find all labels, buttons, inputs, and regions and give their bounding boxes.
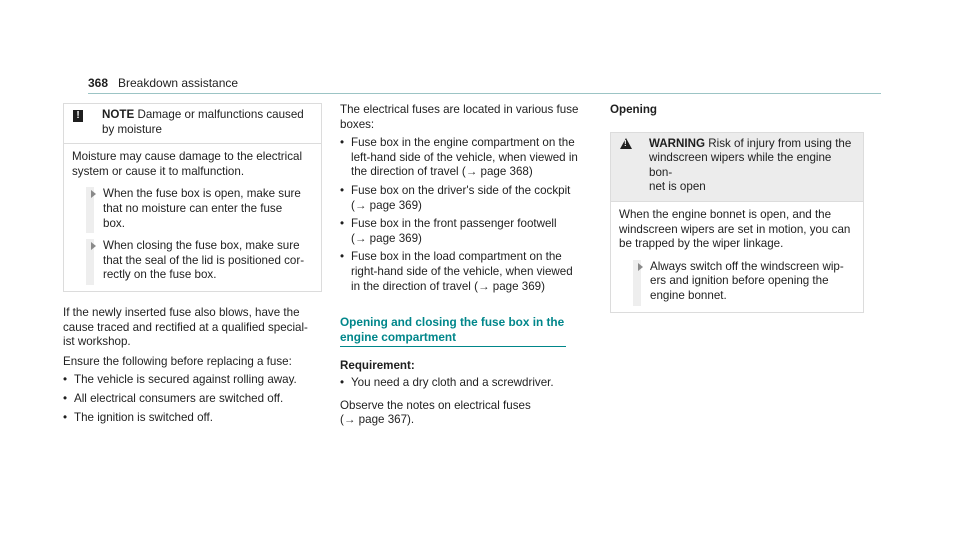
instruction-step (72, 187, 313, 231)
warning-label: WARNING (649, 136, 706, 150)
step-text-line: rectly on the fuse box. (103, 268, 217, 282)
paragraph (340, 103, 595, 132)
text-line: The electrical fuses are located in various fuse (340, 103, 579, 116)
warning-header (611, 133, 863, 202)
warning-title-line: Risk of injury from using the (708, 136, 852, 150)
note-title-line: by moisture (102, 122, 162, 136)
section-title: Breakdown assistance (118, 76, 239, 90)
list-item (340, 184, 595, 213)
note-box (63, 103, 322, 292)
heading-line: Opening and closing the fuse box in the (340, 315, 565, 330)
text-line: • Fuse box in the load compartment on the (351, 250, 562, 264)
bullet-list (63, 373, 322, 425)
warning-title-line: net is open (649, 180, 706, 194)
step-arrow-icon (638, 263, 643, 271)
text-line: left-hand side of the vehicle, when viewed in (351, 150, 578, 164)
warning-body (611, 202, 863, 312)
column-left (63, 103, 322, 425)
note-header (64, 104, 321, 144)
warning-triangle-icon: ! (620, 138, 632, 149)
page-header (88, 76, 881, 94)
page-number: 368 (88, 76, 109, 90)
step-arrow-icon (91, 242, 96, 250)
warning-box (610, 132, 864, 313)
list-item: • You need a dry cloth and a screwdriver. (340, 376, 595, 391)
page-reference[interactable]: (→ page 369) (351, 231, 422, 245)
paragraph: Ensure the following before replacing a fuse: (63, 354, 292, 368)
exclamation-icon: ! (73, 110, 83, 122)
page-reference[interactable]: the direction of travel (→ page 368) (351, 165, 533, 179)
text-line: right-hand side of the vehicle, when viewed (351, 264, 573, 278)
section-subtitle: Opening (610, 103, 658, 116)
step-arrow-icon (91, 190, 96, 198)
step-text-line: that the seal of the lid is positioned cor- (103, 253, 305, 267)
text-line: windscreen wipers are set in motion, you can (619, 222, 851, 236)
paragraph (340, 399, 595, 428)
text-line: boxes: (340, 117, 375, 131)
list-item (340, 136, 595, 180)
text-line: • Fuse box in the engine compartment on the (351, 136, 575, 150)
instruction-step (72, 239, 313, 283)
text-line: • Fuse box in the front passenger footwell (351, 217, 557, 231)
bullet-list (340, 376, 595, 391)
note-title-line: Damage or malfunctions caused (137, 108, 304, 121)
note-label: NOTE (102, 108, 135, 121)
instruction-step (619, 260, 855, 304)
step-text-line: that no moisture can enter the fuse (103, 201, 283, 215)
step-text-line: box. (103, 216, 125, 230)
list-item: • All electrical consumers are switched off. (63, 392, 322, 407)
step-text-line: ers and ignition before opening the (650, 274, 829, 288)
step-text-line: When the fuse box is open, make sure (103, 187, 301, 201)
paragraph (63, 306, 322, 350)
step-text-line: Always switch off the windscreen wip- (650, 259, 844, 273)
step-text-line: engine bonnet. (650, 288, 727, 302)
text-line: ist workshop. (63, 335, 131, 349)
page-reference[interactable]: (→ page 369) (351, 198, 422, 212)
note-text-line: Moisture may cause damage to the electrical (72, 150, 303, 164)
column-right (610, 103, 864, 313)
text-line: be trapped by the wiper linkage. (619, 237, 784, 251)
bullet-list (340, 136, 595, 294)
list-item (340, 250, 595, 294)
text-line: If the newly inserted fuse also blows, have the (63, 305, 300, 319)
text-line: cause traced and rectified at a qualified special- (63, 320, 308, 334)
list-item: • The vehicle is secured against rolling away. (63, 373, 322, 388)
text-line: Observe the notes on electrical fuses (340, 398, 531, 412)
list-item: • The ignition is switched off. (63, 411, 322, 426)
text-line: • Fuse box on the driver's side of the cockpit (351, 183, 571, 197)
text-line: When the engine bonnet is open, and the (619, 207, 832, 221)
note-body (64, 144, 321, 291)
step-text-line: When closing the fuse box, make sure (103, 239, 300, 253)
page-reference[interactable]: (→ page 367). (340, 413, 415, 427)
note-text-line: system or cause it to malfunction. (72, 164, 245, 178)
warning-title-line: windscreen wipers while the engine bon- (649, 151, 832, 179)
heading-line: engine compartment (340, 329, 457, 344)
section-heading (340, 315, 566, 347)
column-middle (340, 103, 595, 428)
page-reference[interactable]: in the direction of travel (→ page 369) (351, 279, 545, 293)
requirement-label: Requirement: (340, 359, 415, 373)
list-item (340, 217, 595, 246)
